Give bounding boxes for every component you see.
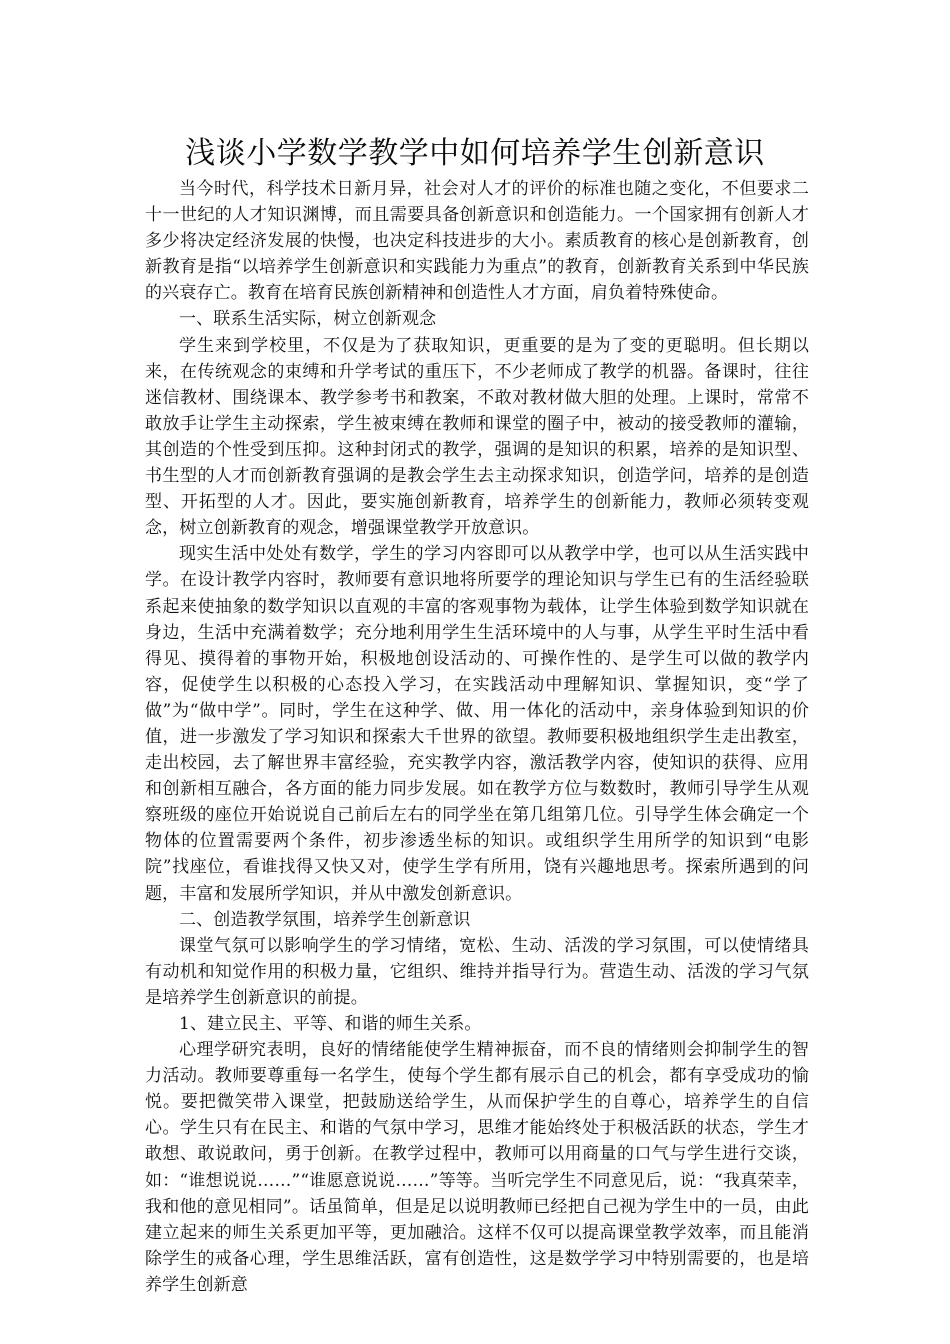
paragraph: 学生来到学校里，不仅是为了获取知识，更重要的是为了变的更聪明。但长期以来，在传统观念的束缚和升学考试的重压下，不少老师成了教学的机器。备课时，往往迷信教材、围绕课本、教学参考书和教案，不敢对教材做大胆的处理。上课时，常常不敢放手让学生主动探索，学生被束缚在教师和课堂的圈子中，被动的接受教师的灌输，其创造的个性受到压抑。这种封闭式的教学，强调的是知识的积累，培养的是知识型、书生型的人才而创新教育强调的是教会学生去主动探求知识，创造学问，培养的是创造型、开拓型的人才。因此，要实施创新教育，培养学生的创新能力，教师必须转变观念，树立创新教育的观念，增强课堂教学开放意识。 — [145, 335, 809, 539]
paragraph: 现实生活中处处有数学，学生的学习内容即可以从教学中学，也可以从生活实践中学。在设计教学内容时，教师要有意识地将所要学的理论知识与学生已有的生活经验联系起来使抽象的数学知识以直观的丰富的客观事物为载体，让学生体验到数学知识就在身边，生活中充满着数学；充分地利用学生生活环境中的人与事，从学生平时生活中看得见、摸得着的事物开始，积极地创设活动的、可操作性的、是学生可以做的教学内容，促使学生以积极的心态投入学习，在实践活动中理解知识、掌握知识，变“学了做”为“做中学”。同时，学生在这种学、做、用一体化的活动中，亲身体验到知识的价值，进一步激发了学习知识和探索大千世界的欲望。教师要积极地组织学生走出教室，走出校园，去了解世界丰富经验，充实教学内容，激活教学内容，使知识的获得、应用和创新相互融合，各方面的能力同步发展。如在教学方位与数数时，教师引导学生从观察班级的座位开始说说自己前后左右的同学坐在第几组第几位。引导学生体会确定一个物体的位置需要两个条件，初步渗透坐标的知识。或组织学生用所学的知识到“电影院”找座位，看谁找得又快又对，使学生学有所用，饶有兴趣地思考。探索所遇到的问题，丰富和发展所学知识，并从中激发创新意识。 — [145, 544, 809, 904]
section-heading-2: 二、创造教学氛围，培养学生创新意识 — [179, 909, 471, 930]
document-body — [145, 176, 809, 1298]
subsection-heading-1: 1、建立民主、平等、和谐的师生关系。 — [179, 1014, 482, 1034]
paragraph: 课堂气氛可以影响学生的学习情绪，宽松、生动、活泼的学习氛围，可以使情绪具有动机和知觉作用的积极力量，它组织、维持并指导行为。营造生动、活泼的学习气氛是培养学生创新意识的前提。 — [145, 935, 809, 1008]
paragraph: 心理学研究表明，良好的情绪能使学生精神振奋，而不良的情绪则会抑制学生的智力活动。教师要尊重每一名学生，使每个学生都有展示自己的机会，都有享受成功的愉悦。要把微笑带入课堂，把鼓励送给学生，从而保护学生的自尊心，培养学生的自信心。学生只有在民主、和谐的气氛中学习，思维才能始终处于积极活跃的状态，学生才敢想、敢说敢问，勇于创新。在教学过程中，教师可以用商量的口气与学生进行交谈，如：“谁想说说……”“谁愿意说说……”等等。当听完学生不同意见后，说：“我真荣幸，我和他的意见相同”。话虽简单，但是足以说明教师已经把自己视为学生中的一员，由此建立起来的师生关系更加平等，更加融洽。这样不仅可以提高课堂教学效率，而且能消除学生的戒备心理，学生思维活跃，富有创造性，这是数学学习中特别需要的，也是培养学生创新意 — [145, 1040, 809, 1295]
document-title: 浅谈小学数学教学中如何培养学生创新意识 — [185, 136, 765, 171]
paragraph-intro: 当今时代，科学技术日新月异，社会对人才的评价的标准也随之变化，不但要求二十一世纪的人才知识渊博，而且需要具备创新意识和创造能力。一个国家拥有创新人才多少将决定经济发展的快慢，也决定科技进步的大小。素质教育的核心是创新教育，创新教育是指“以培养学生创新意识和实践能力为重点”的教育，创新教育关系到中华民族的兴衰存亡。教育在培育民族创新精神和创造性人才方面，肩负着特殊使命。 — [145, 179, 809, 304]
section-heading-1: 一、联系生活实际，树立创新观念 — [179, 309, 437, 330]
